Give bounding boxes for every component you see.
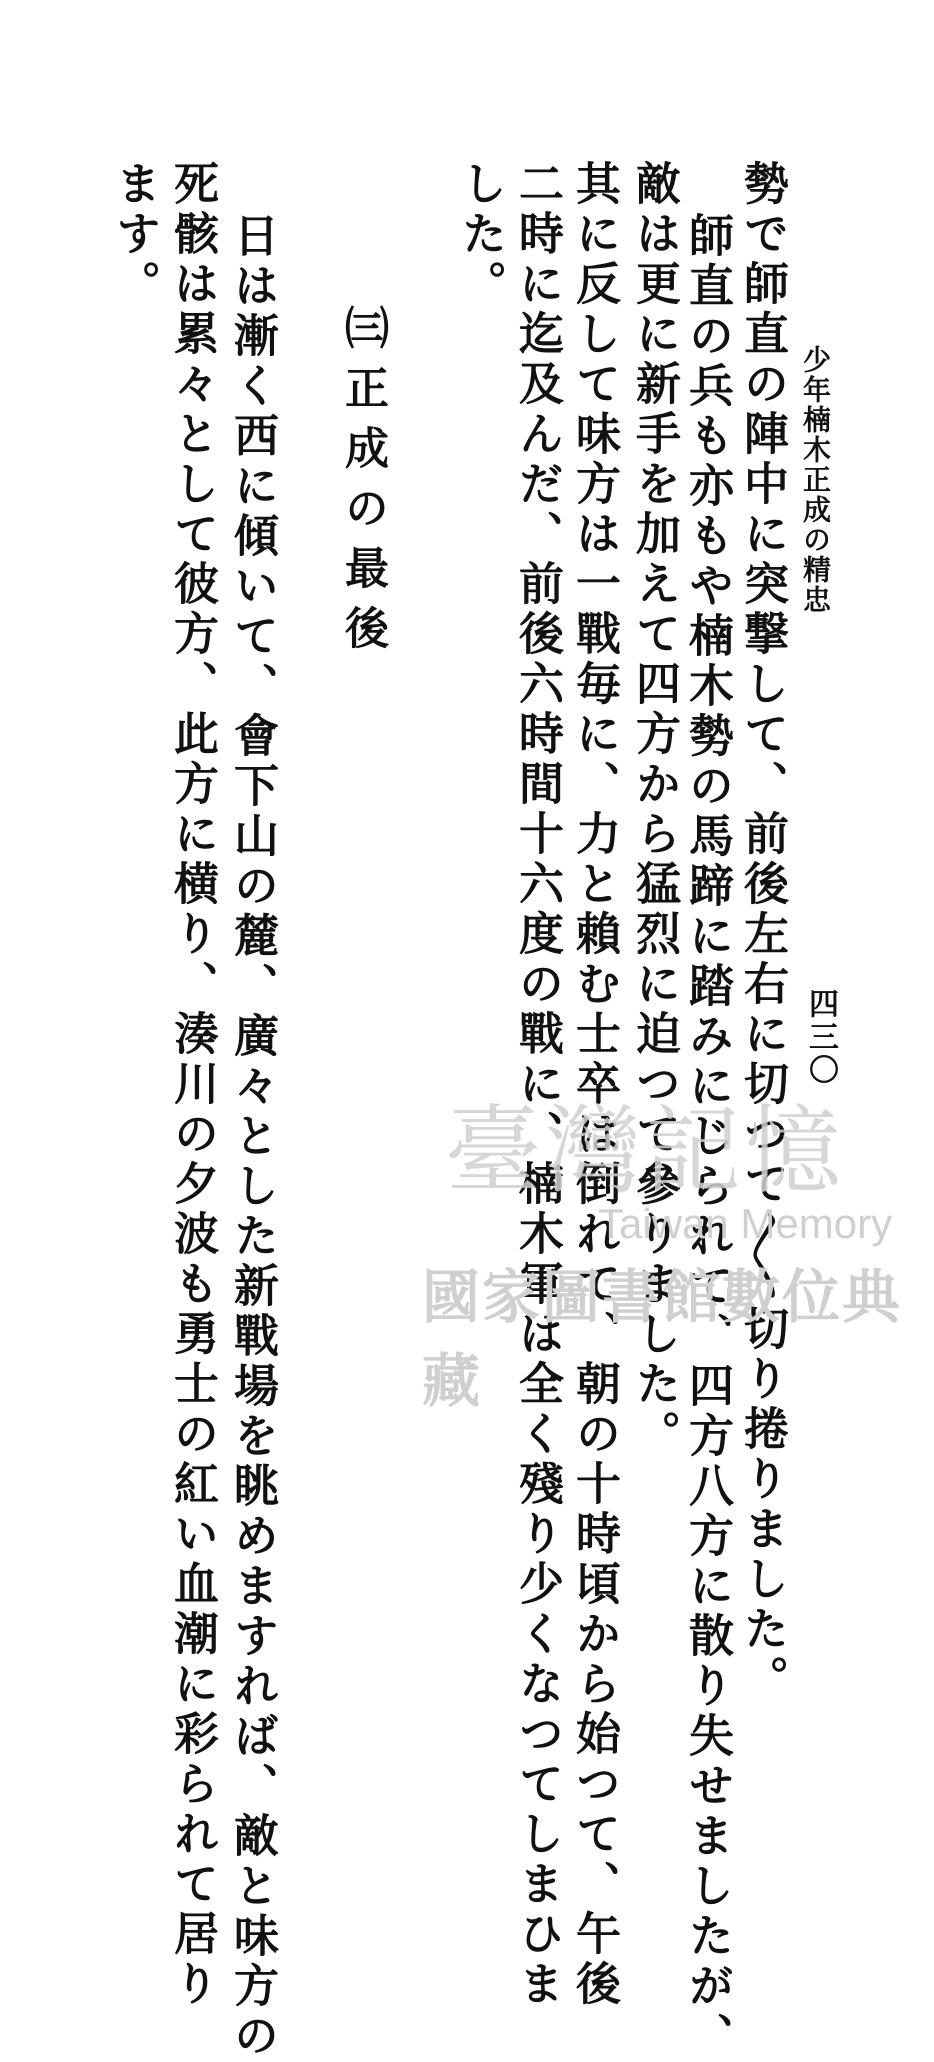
body-line: 敵は更に新手を加えて四方から猛烈に迫つて參りました。	[628, 160, 681, 1460]
body-line: 其に反して味方は一戰毎に、力と賴む士卒は倒れて、朝の十時頃から始つて、午後	[568, 160, 621, 2010]
watermark-title: 臺灣記憶	[445, 1095, 845, 1207]
watermark-subtitle: 國家圖書館數位典藏	[422, 1263, 903, 1415]
body-line: 師直の兵も亦もや楠木勢の馬蹄に踏みにじられて、四方八方に散り失せましたが、	[681, 212, 734, 2062]
section-heading: ㈢正成の最後	[337, 305, 388, 665]
watermark-english: Taiwan Memory	[598, 1200, 893, 1247]
body-line: 死骸は累々として彼方、此方に横り、湊川の夕波も勇士の紅い血潮に彩られて居り	[166, 160, 219, 2010]
page-number: 四三〇	[803, 988, 838, 1087]
body-line: ます。	[108, 160, 161, 310]
body-line: 勢で師直の陣中に突撃して、前後左右に切つて〳〵切り捲りました。	[736, 160, 789, 1705]
body-line: した。	[454, 160, 507, 310]
body-line: 二時に迄及んだ、前後六時間十六度の戰に、楠木軍は全く殘り少くなつてしまひま	[511, 160, 564, 2010]
running-head: 少年楠木正成の精忠	[799, 345, 832, 615]
body-line: 日は漸く西に傾いて、會下山の麓、廣々とした新戰場を眺めますれば、敵と味方の	[226, 212, 279, 2062]
